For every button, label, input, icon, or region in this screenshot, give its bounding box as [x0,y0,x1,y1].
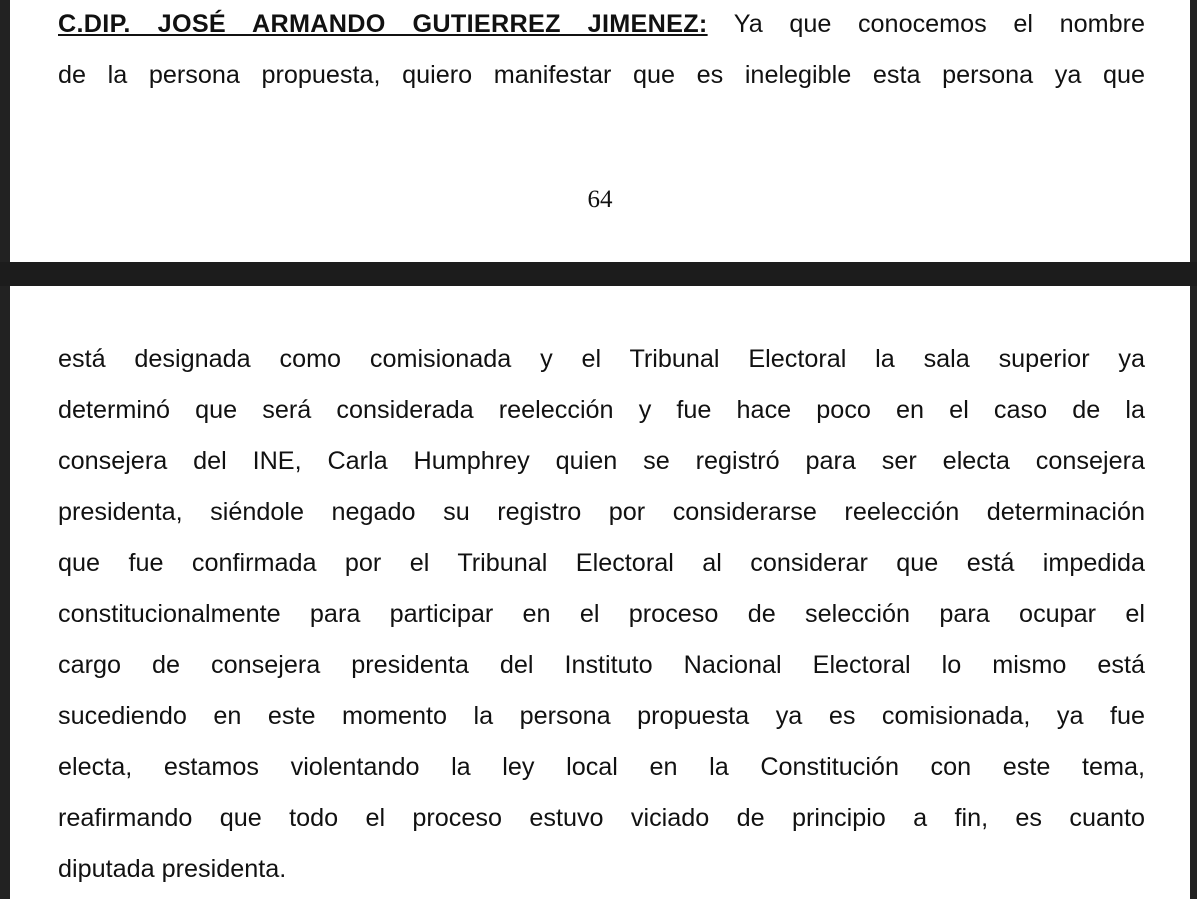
document-page-top [10,0,1190,262]
text-line: que fue confirmada por el Tribunal Electoral al considerar que está impedida [58,549,1145,577]
text-line: electa, estamos violentando la ley local en la Constitución con este tema, [58,753,1145,781]
page-separator [0,262,1197,286]
speaker-name: C.DIP. JOSÉ ARMANDO GUTIERREZ JIMENEZ: [58,10,708,38]
speech-paragraph-top [58,0,1145,101]
speech-paragraph-bottom [58,334,1145,895]
text-line: sucediendo en este momento la persona propuesta ya es comisionada, ya fue [58,702,1145,730]
text-line: presidenta, siéndole negado su registro por considerarse reelección determinación [58,498,1145,526]
text-line: de la persona propuesta, quiero manifestar que es inelegible esta persona ya que [58,61,1145,89]
text-line: reafirmando que todo el proceso estuvo viciado de principio a fin, es cuanto [58,804,1145,832]
text-line: está designada como comisionada y el Tribunal Electoral la sala superior ya [58,345,1145,373]
text-line [58,0,1145,50]
text-line: constitucionalmente para participar en el proceso de selección para ocupar el [58,600,1145,628]
text-line: consejera del INE, Carla Humphrey quien se registró para ser electa consejera [58,447,1145,475]
document-page-bottom [10,286,1190,899]
text-line: cargo de consejera presidenta del Instituto Nacional Electoral lo mismo está [58,651,1145,679]
text-line: diputada presidenta. [58,855,287,883]
text-line-content: Ya que conocemos el nombre [707,10,1145,38]
text-line: determinó que será considerada reelección y fue hace poco en el caso de la [58,396,1145,424]
page-number: 64 [587,186,613,213]
